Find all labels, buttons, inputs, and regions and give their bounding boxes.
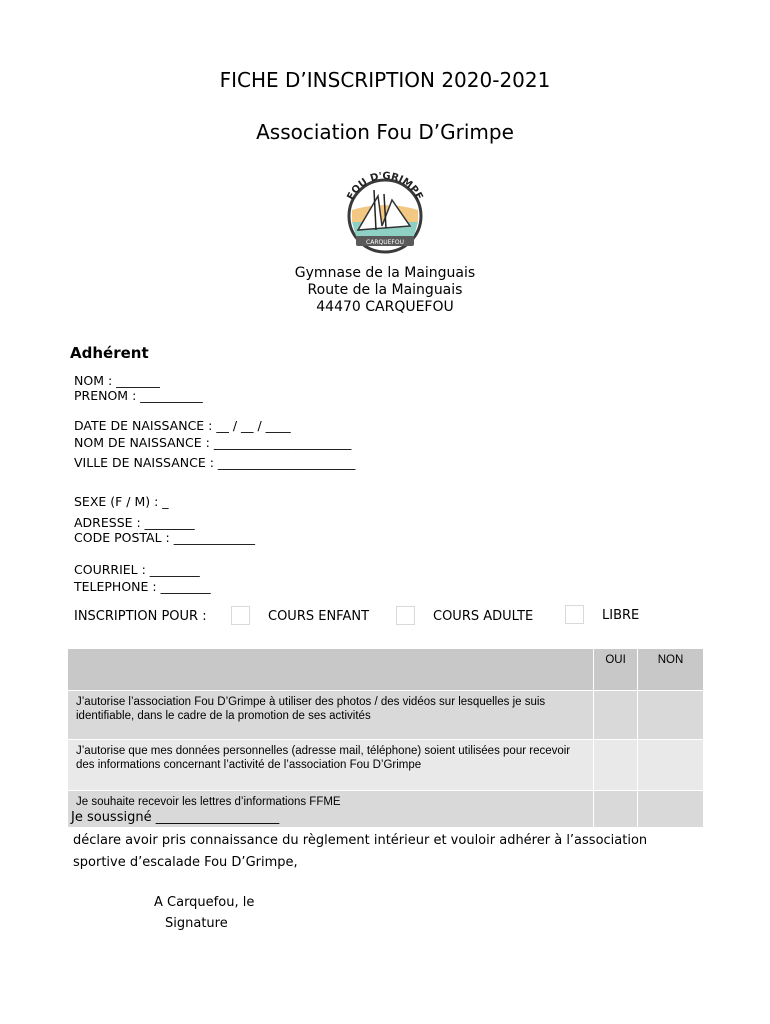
logo-top-text: FOU D'GRIMPE <box>345 170 425 202</box>
consent-photos-oui-cell[interactable] <box>594 691 638 740</box>
cours-adulte-label: COURS ADULTE <box>433 609 534 624</box>
ville-naissance-field[interactable]: VILLE DE NAISSANCE : ______________________ <box>74 455 356 470</box>
declaration-line-1: déclare avoir pris connaissance du règlement intérieur et vouloir adhérer à l’association <box>73 833 648 848</box>
date-naissance-field[interactable]: DATE DE NAISSANCE : __ / __ / ____ <box>74 418 291 433</box>
cours-enfant-label: COURS ENFANT <box>268 609 370 624</box>
consent-data-non-cell[interactable] <box>638 740 704 791</box>
telephone-field[interactable]: TELEPHONE : ________ <box>74 579 211 594</box>
consent-ffme-text: Je souhaite recevoir les lettres d’informations FFME <box>68 791 594 828</box>
adresse-field[interactable]: ADRESSE : ________ <box>74 515 195 530</box>
header-cell-question <box>68 649 594 691</box>
nom-naissance-field[interactable]: NOM DE NAISSANCE : ______________________ <box>74 435 352 450</box>
consent-ffme-non-cell[interactable] <box>638 791 704 828</box>
form-title: FICHE D’INSCRIPTION 2020-2021 <box>219 68 551 92</box>
soussigne-field[interactable]: Je soussigné ___________________ <box>71 810 280 825</box>
table-header-row <box>68 649 704 691</box>
logo-bottom-text: CARQUEFOU <box>366 239 404 246</box>
cours-adulte-checkbox[interactable] <box>396 606 415 625</box>
header-cell-oui: OUI <box>594 649 638 691</box>
consent-photos-non-cell[interactable] <box>638 691 704 740</box>
section-title-adherent: Adhérent <box>70 344 149 362</box>
inscription-label: INSCRIPTION POUR : <box>74 609 207 624</box>
consent-photos-text: J’autorise l’association Fou D’Grimpe à utiliser des photos / des vidéos sur lesquelles je suis identifiable, dans le cadre de la promotion de ses activités <box>68 691 594 740</box>
table-row <box>68 691 704 740</box>
consent-data-oui-cell[interactable] <box>594 740 638 791</box>
prenom-field[interactable]: PRENOM : __________ <box>74 388 203 403</box>
declaration-line-2: sportive d’escalade Fou D’Grimpe, <box>73 855 298 870</box>
association-logo <box>322 170 448 254</box>
libre-label: LIBRE <box>602 608 640 623</box>
courriel-field[interactable]: COURRIEL : ________ <box>74 562 200 577</box>
header-cell-non: NON <box>638 649 704 691</box>
address-line: Route de la Mainguais <box>307 282 463 298</box>
signature-label: Signature <box>165 916 228 931</box>
sexe-field[interactable]: SEXE (F / M) : _ <box>74 494 169 509</box>
consent-ffme-oui-cell[interactable] <box>594 791 638 828</box>
libre-checkbox[interactable] <box>565 605 584 624</box>
address-line: Gymnase de la Mainguais <box>294 265 476 281</box>
cours-enfant-checkbox[interactable] <box>231 606 250 625</box>
consent-data-text: J’autorise que mes données personnelles (adresse mail, téléphone) soient utilisées pour recevoir des informations concernant l’activité de l’association Fou D’Grimpe <box>68 740 594 791</box>
code-postal-field[interactable]: CODE POSTAL : _____________ <box>74 530 255 545</box>
association-name: Association Fou D’Grimpe <box>256 120 514 144</box>
place-date-label: A Carquefou, le <box>154 895 255 910</box>
address-line: 44470 CARQUEFOU <box>316 299 454 315</box>
consent-table <box>67 648 704 828</box>
table-row <box>68 740 704 791</box>
nom-field[interactable]: NOM : _______ <box>74 373 160 388</box>
gym-address <box>0 265 770 316</box>
